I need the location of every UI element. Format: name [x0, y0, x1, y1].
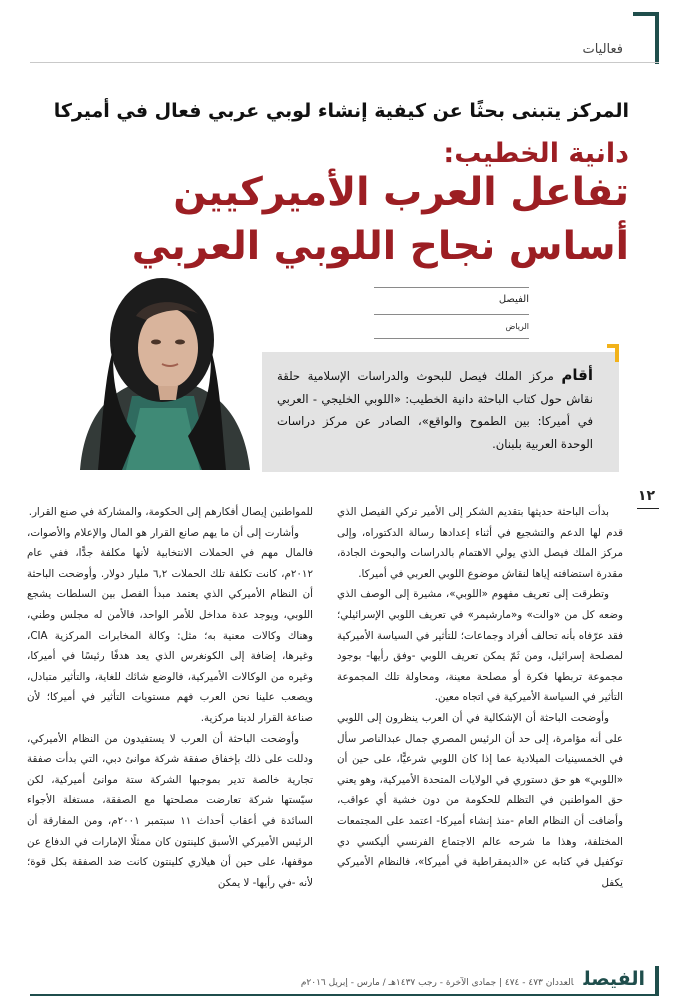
- byline-rule-middle: [374, 314, 529, 315]
- paragraph: وتطرقت إلى تعريف مفهوم «اللوبي»، مشيرة إلى الوصف الذي وضعه كل من «والت» و«مارشيمر» في تعريف اللوبي الإسرائيلي؛ فقد عرّفاه بأنه تحالف أفراد وجماعات؛ للتأثير في السياسة الأميركية لمصلحة إسرائيل، ومن ثَمّ يمكن تعريف اللوبي -وفق رأيها- بوجود مجموعة تربطها فكرة أو مصلحة معينة، ومحاولة تلك المجموعة التأثير في السياسة الأميركية في اتجاه معين.: [337, 588, 623, 704]
- lead-body: مركز الملك فيصل للبحوث والدراسات الإسلامية حلقة نقاش حول كتاب الباحثة دانية الخطيب: «اللوبي الخليجي - العربي في أميركا: بين الطموح والواقع»، الصادر عن مركز دراسات الوحدة العربية بلبنان.: [277, 369, 593, 451]
- footer: [45, 968, 645, 990]
- page-number-rule: [637, 508, 659, 509]
- dateline: الرياض: [505, 322, 529, 331]
- top-rule: [30, 62, 659, 63]
- lead-accent-mark: [607, 344, 619, 362]
- issue-info: العددان ٤٧٣ - ٤٧٤ | جمادى الآخرة - رجب ١٤٣٧هـ / مارس - إبريل ٢٠١٦م: [300, 978, 574, 988]
- section-label: فعاليات: [582, 42, 623, 57]
- article-kicker: المركز يتبنى بحثًا عن كيفية إنشاء لوبي عربي فعال في أميركا: [53, 100, 629, 122]
- byline-rule-bottom: [374, 338, 529, 339]
- section-corner-mark: [633, 12, 659, 64]
- lead-first-word: أقام: [561, 366, 593, 384]
- paragraph: وأوضحت الباحثة أن العرب لا يستفيدون من النظام الأميركي، ودللت على ذلك بإخفاق صفقة شركة موانئ دبي، التي بدأت صفقة تجارية خالصة تدير بموجبها الشركة ستة موانئ أميركية، لكن سيّستها شركة تعارضت مصلحتها مع الصفقة، مستغلة الأجواء السائدة في أعقاب أحداث ١١ سبتمبر ٢٠٠١م، ومن المفارقة أن الرئيس الأميركي الأسبق كلينتون كان ممثلًا الإمارات في الدفاع عن موقفها، على حين أن هيلاري كلينتون كانت ضد الصفقة بكل قوة؛ لأنه -في رأيها- لا يمكن: [27, 732, 313, 889]
- headline-line-2: أساس نجاح اللوبي العربي: [131, 224, 629, 269]
- paragraph: وأشارت إلى أن ما يهم صانع القرار هو المال والإعلام والأصوات، فالمال مهم في الحملات الانتخابية لأنها مكلفة جدًّا، ففي عام ٢٠١٢م، كانت تكلفة تلك الحملات ٦,٢ مليار دولار. وأوضحت الباحثة أن النظام الأميركي الذي يعتمد مبدأ الفصل بين السلطات يشجع اللوبي، ويوجد عدة مداخل للأمر الواحد، فالأمن له مجلس وطني، وهناك وكالات معنية به؛ مثل: وكالة المخابرات المركزية CIA، وغيرها، إضافة إلى الكونغرس الذي يعد هدفًا رئيسًا في أميركا، وغيره من الوكالات الأميركية، فالوضع شائك للغاية، والتأثير متبادل، ويصعب علينا نحن العرب فهم مستويات التأثير في أميركا؛ لأن صناعة القرار لدينا مركزية.: [27, 526, 313, 724]
- article-speaker: دانية الخطيب:: [443, 138, 629, 169]
- headline-line-1: تفاعل العرب الأميركيين: [173, 170, 629, 215]
- body-column-right: [337, 502, 623, 893]
- footer-rule: [30, 994, 659, 996]
- paragraph: بدأت الباحثة حديثها بتقديم الشكر إلى الأمير تركي الفيصل الذي قدم لها الدعم والتشجيع في أثناء إعدادها رسالة الدكتوراه، وإلى مركز الملك فيصل الذي يولي الاهتمام بالدراسات والبحوث الجادة، مقدرة استضافته إياها لنقاش موضوع اللوبي العربي في أميركا.: [337, 506, 623, 580]
- byline-rule-top: [374, 287, 529, 288]
- paragraph-continuation: للمواطنين إيصال أفكارهم إلى الحكومة، والمشاركة في صنع القرار.: [28, 506, 313, 518]
- lead-paragraph: [277, 364, 593, 455]
- body-column-left: [27, 502, 313, 893]
- author-portrait: [62, 268, 262, 470]
- page-number: ١٢: [637, 488, 655, 504]
- paragraph: وأوضحت الباحثة أن الإشكالية في أن العرب ينظرون إلى اللوبي على أنه مؤامرة، إلى حد أن الرئيس المصري جمال عبدالناصر سأل في الخمسينيات الميلادية عما إذا كان اللوبي شرعيًّا، على حين أن «اللوبي» هو حق دستوري في الولايات المتحدة الأميركية، وهو يعني حق المواطنين في التظلم للحكومة من دون خشية أي عواقب، وأضافت أن النظام العام -منذ إنشاء أميركا- اعتمد على المجتمعات المختلفة، وهذا ما شرحه عالم الاجتماع الفرنسي أليكسي دي توكفيل في كتابه عن «الديمقراطية في أميركا»، فالنظام الأميركي يكفل: [337, 711, 623, 889]
- magazine-logo: الفيصل: [583, 968, 645, 990]
- footer-mark: [655, 966, 659, 996]
- byline: الفيصل: [498, 294, 529, 305]
